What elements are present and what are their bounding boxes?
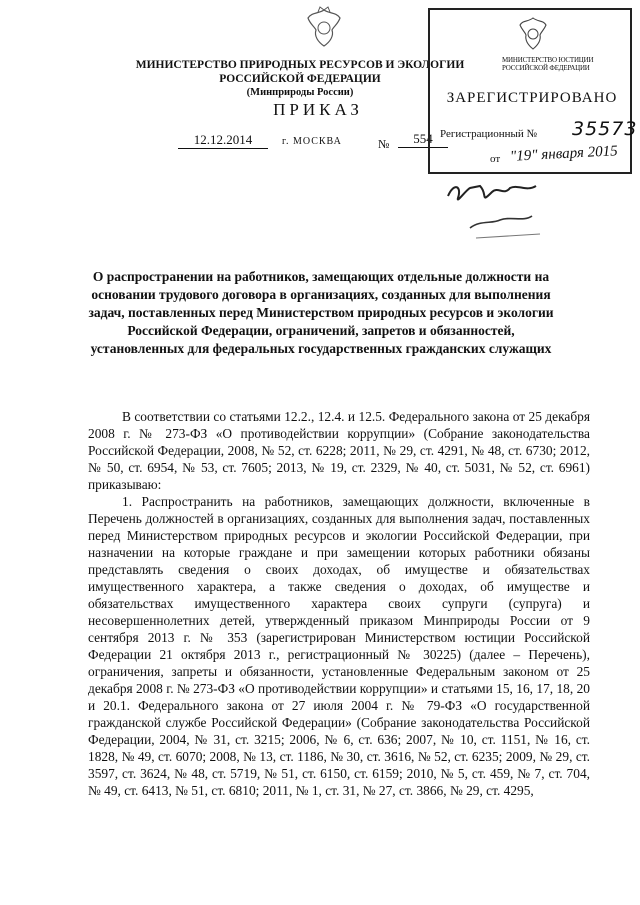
stamp-title: ЗАРЕГИСТРИРОВАНО [446, 90, 618, 106]
paragraph-preamble: В соответствии со статьями 12.2., 12.4. и 12.5. Федерального закона от 25 декабря 2008 г. № 273-ФЗ «О противодействии коррупции» (Собрание законодательства Российской Федерации, 2008, № 52, ст. 6228; 2011, № 29, ст. 4291, № 48, ст. 6730; 2012, № 50, ст. 6954, № 53, ст. 7605; 2013, № 19, ст. 2329, № 40, ст. 5031, № 52, ст. 6961) приказываю: [88, 409, 590, 492]
doc-number: 554 [398, 131, 448, 148]
document-body [88, 408, 590, 799]
stamp-org: МИНИСТЕРСТВО ЮСТИЦИИ РОССИЙСКОЙ ФЕДЕРАЦИИ [502, 56, 594, 72]
ministry-line-1: МИНИСТЕРСТВО ПРИРОДНЫХ РЕСУРСОВ И ЭКОЛОГИИ [135, 59, 465, 71]
number-sign: № [378, 137, 390, 151]
ministry-abbr: (Минприроды России) [246, 87, 354, 98]
ministry-line-2: РОССИЙСКОЙ ФЕДЕРАЦИИ [219, 73, 381, 85]
stamp-date-handwritten: "19" января 2015 [509, 143, 619, 165]
registration-stamp [428, 8, 638, 174]
stamp-reg-number: 35573 [572, 118, 638, 140]
paragraph-1: 1. Распространить на работников, замещающих должности, включенные в Перечень должностей в организациях, созданных для выполнения задач, поставленных перед Министерством природных ресурсов и экологии Российской Федерации, при назначении на которые граждане и при замещении которых работники обязаны представлять сведения о своих доходах, об имуществе и обязательствах имущественного характера, а также сведения о доходах, об имуществе и обязательствах имущественного характера своих супруги (супруга) и несовершеннолетних детей, утвержденный приказом Минприроды России от 9 сентября 2013 г. № 353 (зарегистрирован Министерством юстиции Российской Федерации 21 октября 2013 г., регистрационный № 30225) (далее – Перечень), ограничения, запреты и обязанности, установленные Федеральным законом от 25 декабря 2008 г. № 273-ФЗ «О противодействии коррупции» и статьями 15, 16, 17, 18, 20 и 20.1. Федерального закона от 27 июля 2004 г. № 79-ФЗ «О государственной гражданской службе Российской Федерации» (Собрание законодательства Российской Федерации, 2004, № 31, ст. 3215; 2006, № 6, ст. 636; 2007, № 10, ст. 1151, № 16, ст. 1828, № 49, ст. 6070; 2008, № 13, ст. 1186, № 30, ст. 3616, № 52, ст. 6235; 2009, № 29, ст. 3597, ст. 3624, № 48, ст. 5719, № 51, ст. 6150, ст. 6159; 2010, № 5, ст. 459, № 7, ст. 704, № 49, ст. 6413, № 51, ст. 6810; 2011, № 1, ст. 31, № 27, ст. 3866, № 29, ст. 4295, [88, 494, 590, 798]
stamp-date-label: от [490, 153, 501, 165]
ministry-name [120, 58, 480, 100]
doc-type: ПРИКАЗ [273, 100, 363, 119]
coat-of-arms-emblem [300, 4, 348, 52]
stamp-emblem-icon [513, 14, 553, 54]
document-title: О распространении на работников, замещающих отдельные должности на основании трудового договора в организациях, созданных для выполнения задач, поставленных перед Министерством природных ресурсов и экологии Российской Федерации, ограничений, запретов и обязанностей, установленных для федеральных государственных гражданских служащих [88, 269, 554, 356]
handwritten-signature [440, 176, 560, 246]
doc-city: г. МОСКВА [282, 136, 342, 147]
doc-date: 12.12.2014 [178, 132, 268, 149]
stamp-reg-label: Регистрационный № [440, 128, 538, 140]
